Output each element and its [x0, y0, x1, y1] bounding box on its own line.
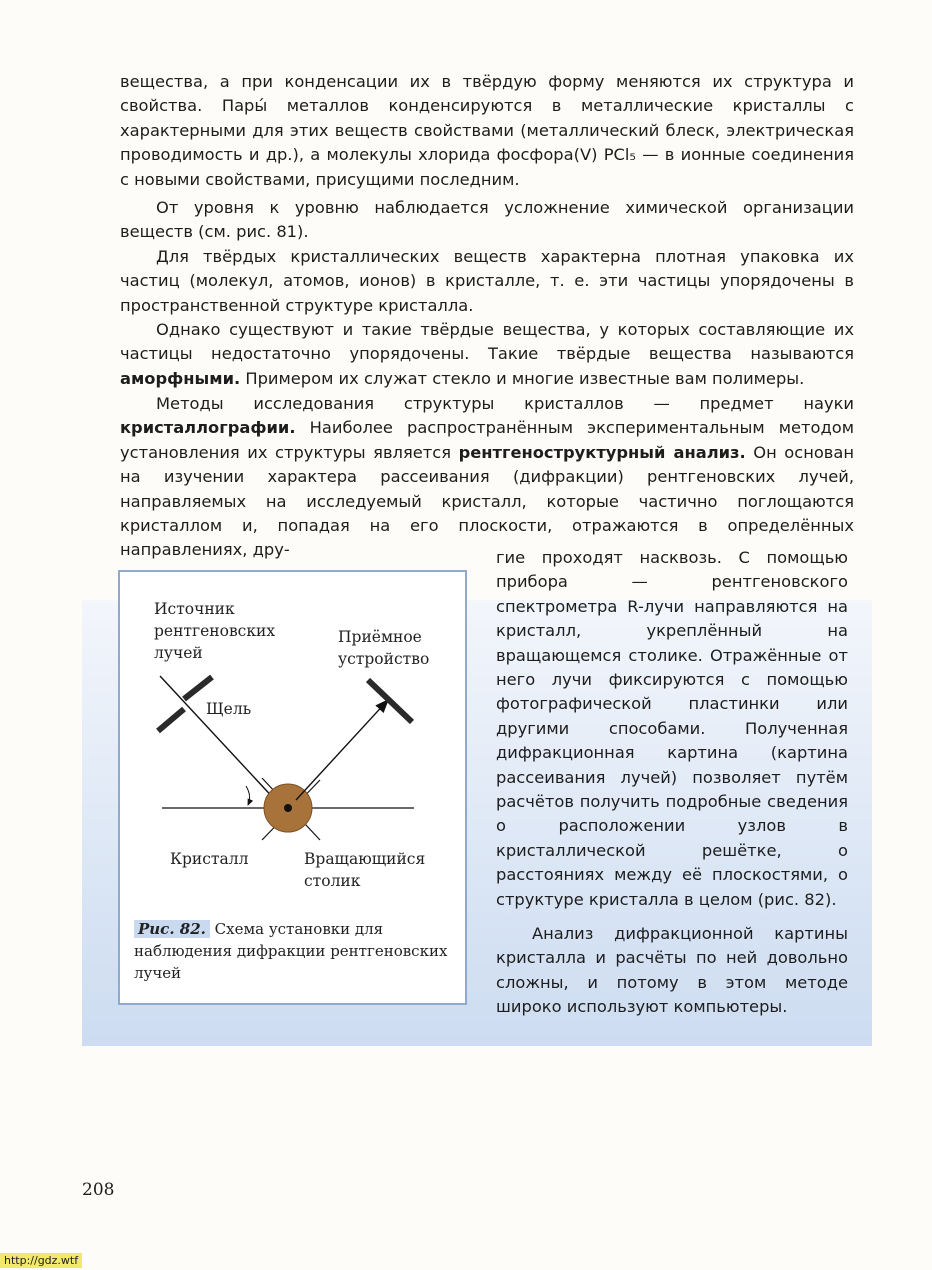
- label-slit: Щель: [206, 700, 252, 718]
- paragraph-6: гие проходят насквозь. С помощью прибора — рентгеновского спектрометра R-лучи направляются на кристалл, укреплённый на вращающемся столике. Отражённые от него лучи фиксируются с помощью фотографической пластинки или другими способами. Полученная дифракционная картина (картина рассеивания лучей) позволяет путём расчётов получить подробные сведения о расположении узлов в кристаллической решётке, о расстояниях между её плоскостями, о структуре кристалла в целом (рис. 82).: [496, 548, 848, 909]
- paragraph-1: вещества, а при конденсации их в твёрдую форму меняются их структура и свойства. Пары́ металлов конденсируются в металлические кристаллы с характерными для этих веществ свойствами (металлический блеск, электрическая проводимость и др.), а молекулы хлорида фосфора(V) PCl₅ — в ионные соединения с новыми свойствами, присущими последним.: [120, 72, 854, 189]
- paragraph-4: Однако существуют и такие твёрдые вещества, у которых составляющие их частицы недостаточно упорядочены. Такие твёрдые вещества называются аморфными. Примером их служат стекло и многие известные вам полимеры.: [120, 320, 854, 388]
- term-xray-analysis: рентгеноструктурный анализ.: [458, 442, 746, 462]
- slit-bar-lower: [158, 709, 184, 731]
- watermark-link[interactable]: http://gdz.wtf: [0, 1253, 82, 1268]
- paragraph-7: Анализ дифракционной картины кристалла и расчёты по ней довольно сложны, и потому в этом методе широко используют компьютеры.: [496, 924, 848, 1017]
- label-receiver: Приёмное устройство: [338, 628, 430, 668]
- angle-arc: [246, 786, 250, 805]
- paragraph-2: От уровня к уровню наблюдается усложнение химической организации веществ (см. рис. 81).: [120, 198, 854, 242]
- term-crystallography: кристаллографии.: [120, 418, 296, 438]
- crystal-center: [284, 804, 292, 812]
- reflected-ray: [296, 700, 388, 800]
- label-crystal: Кристалл: [170, 850, 249, 868]
- caption-tag: Рис. 82.: [134, 920, 210, 938]
- term-amorphous: аморфными.: [120, 368, 241, 388]
- detector-plate: [368, 680, 412, 722]
- figure-82: [118, 570, 467, 1005]
- figure-caption: Рис. 82. Схема установки для наблюдения дифракции рентгеновских лучей: [134, 920, 448, 982]
- slit-bar-upper: [184, 677, 212, 699]
- label-rotating-table: Вращающийся столик: [304, 850, 426, 890]
- label-xray-source: Источник рентгеновских лучей: [154, 600, 276, 662]
- paragraph-5: Методы исследования структуры кристаллов — предмет науки кристаллографии. Наиболее распространённым экспериментальным методом установления их структуры является рентгеноструктурный анализ. Он основан на изучении характера рассеивания (дифракции) рентгеновских лучей, направляемых на исследуемый кристалл, которые частично поглощаются кристаллом и, попадая на его плоскости, отражаются в определённых направлениях, дру-: [120, 394, 855, 560]
- page-number: 208: [82, 1180, 115, 1200]
- paragraph-3: Для твёрдых кристаллических веществ характерна плотная упаковка их частиц (молекул, атомов, ионов) в кристалле, т. е. эти частицы упорядочены в пространственной структуре кристалла.: [120, 247, 854, 315]
- incident-ray: [160, 676, 278, 803]
